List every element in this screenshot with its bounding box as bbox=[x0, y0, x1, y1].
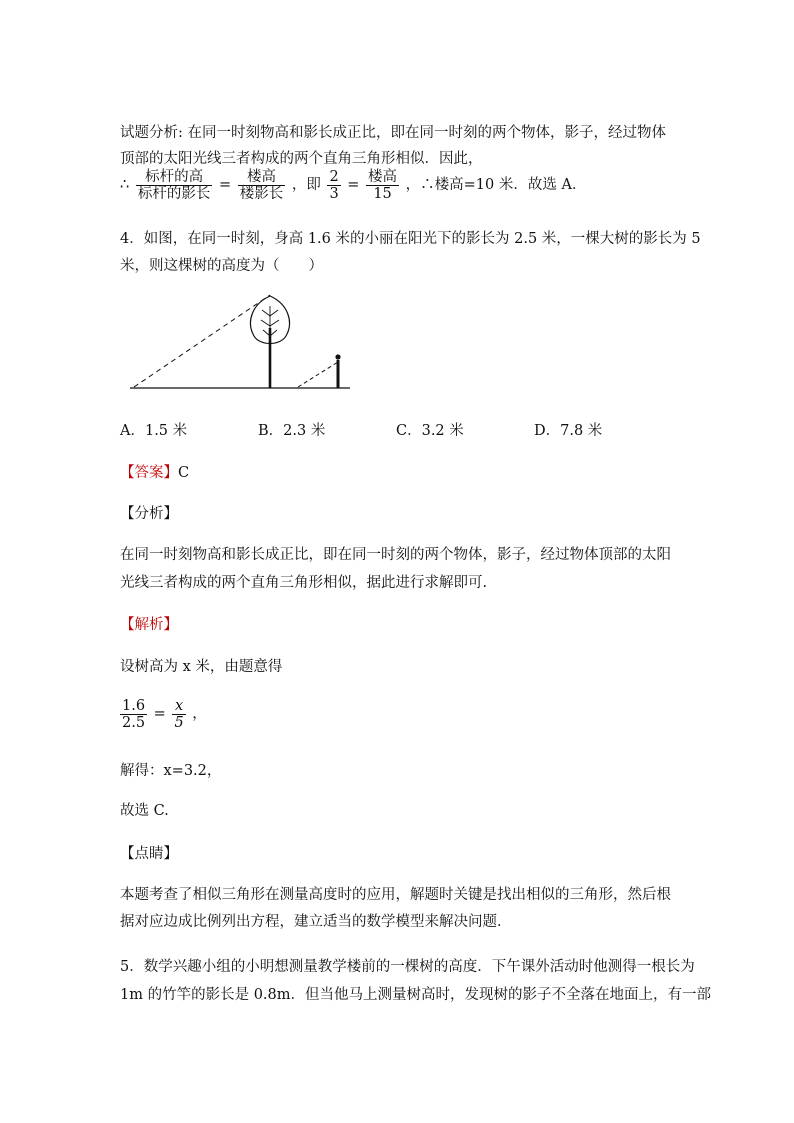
fraction-denominator: 楼影长 bbox=[239, 185, 284, 202]
option-c: C．3.2 米 bbox=[396, 423, 464, 439]
solution-line-1: 设树高为 x 米，由题意得 bbox=[120, 659, 283, 675]
equals-sign: = bbox=[218, 177, 232, 193]
analysis-line-2: 光线三者构成的两个直角三角形相似，据此进行求解即可. bbox=[120, 575, 488, 591]
fraction-denominator: 3 bbox=[329, 185, 339, 202]
therefore-symbol: ∴ bbox=[120, 177, 130, 193]
fraction-ratio bbox=[327, 169, 340, 202]
fraction-denominator: 15 bbox=[373, 185, 392, 202]
question4-line-2: 米，则这棵树的高度为（ ） bbox=[120, 258, 323, 274]
comment-tag: 【点睛】 bbox=[120, 846, 178, 862]
equals-sign: = bbox=[153, 706, 166, 722]
fraction-numerator: 1.6 bbox=[122, 697, 146, 714]
person-sun-ray bbox=[298, 362, 338, 387]
solution-result: 解得：x=3.2， bbox=[120, 763, 222, 779]
solution-tag: 【解析】 bbox=[120, 617, 178, 633]
prev-analysis-line-1: 试题分析: 在同一时刻物高和影长成正比，即在同一时刻的两个物体，影子，经过物体 bbox=[120, 125, 666, 141]
comma: ， bbox=[192, 706, 207, 722]
prev-conclusion: ，∴楼高=10 米．故选 A． bbox=[405, 177, 587, 193]
comment-line-2: 据对应边成比例列出方程，建立适当的数学模型来解决问题． bbox=[120, 914, 512, 930]
question4-line-1: 4．如图，在同一时刻，身高 1.6 米的小丽在阳光下的影长为 2.5 米，一棵大树的影长为 5 bbox=[120, 231, 701, 247]
option-a: A．1.5 米 bbox=[120, 423, 188, 439]
person-head bbox=[335, 354, 340, 359]
answer-value: C bbox=[178, 465, 190, 481]
question4-figure bbox=[128, 292, 358, 392]
fraction-numerator: 楼高 bbox=[238, 169, 286, 186]
fraction-building-15 bbox=[366, 169, 399, 202]
fraction-numerator: 2 bbox=[329, 168, 339, 185]
question4-options bbox=[120, 420, 680, 442]
prev-analysis-line-2: 顶部的太阳光线三者构成的两个直角三角形相似．因此， bbox=[120, 151, 483, 167]
fraction-numerator: 楼高 bbox=[368, 168, 398, 185]
equals-sign: = bbox=[347, 177, 360, 193]
fraction-denominator: 标杆的影长 bbox=[137, 185, 211, 202]
analysis-line-1: 在同一时刻物高和影长成正比，即在同一时刻的两个物体，影子，经过物体顶部的太阳 bbox=[120, 547, 671, 563]
fraction-building bbox=[238, 169, 286, 202]
answer-tag: 【答案】 bbox=[120, 465, 178, 481]
fraction-tree bbox=[172, 698, 185, 731]
fraction-person bbox=[120, 698, 147, 731]
fraction-denominator: 5 bbox=[174, 714, 184, 731]
fraction-pole bbox=[136, 169, 213, 202]
prev-analysis-formula bbox=[120, 168, 586, 202]
answer-line bbox=[120, 462, 189, 484]
tree-sun-ray bbox=[134, 295, 270, 387]
question5-line-1: 5．数学兴趣小组的小明想测量教学楼前的一棵树的高度．下午课外活动时他测得一根长为 bbox=[120, 959, 695, 975]
fraction-numerator: x bbox=[172, 698, 185, 715]
comment-line-1: 本题考查了相似三角形在测量高度时的应用，解题时关键是找出相似的三角形，然后根 bbox=[120, 887, 671, 903]
fraction-denominator: 2.5 bbox=[122, 714, 146, 731]
analysis-tag: 【分析】 bbox=[120, 506, 178, 522]
option-b: B．2.3 米 bbox=[258, 423, 326, 439]
question5-line-2: 1m 的竹竿的影长是 0.8m．但当他马上测量树高时，发现树的影子不全落在地面上，有一部 bbox=[120, 987, 711, 1003]
ji-text: ，即 bbox=[291, 177, 321, 193]
tree-branches bbox=[261, 306, 279, 342]
solution-choice: 故选 C. bbox=[120, 803, 169, 819]
fraction-numerator: 标杆的高 bbox=[136, 169, 213, 186]
solution-equation bbox=[120, 697, 207, 731]
option-d: D．7.8 米 bbox=[534, 423, 603, 439]
